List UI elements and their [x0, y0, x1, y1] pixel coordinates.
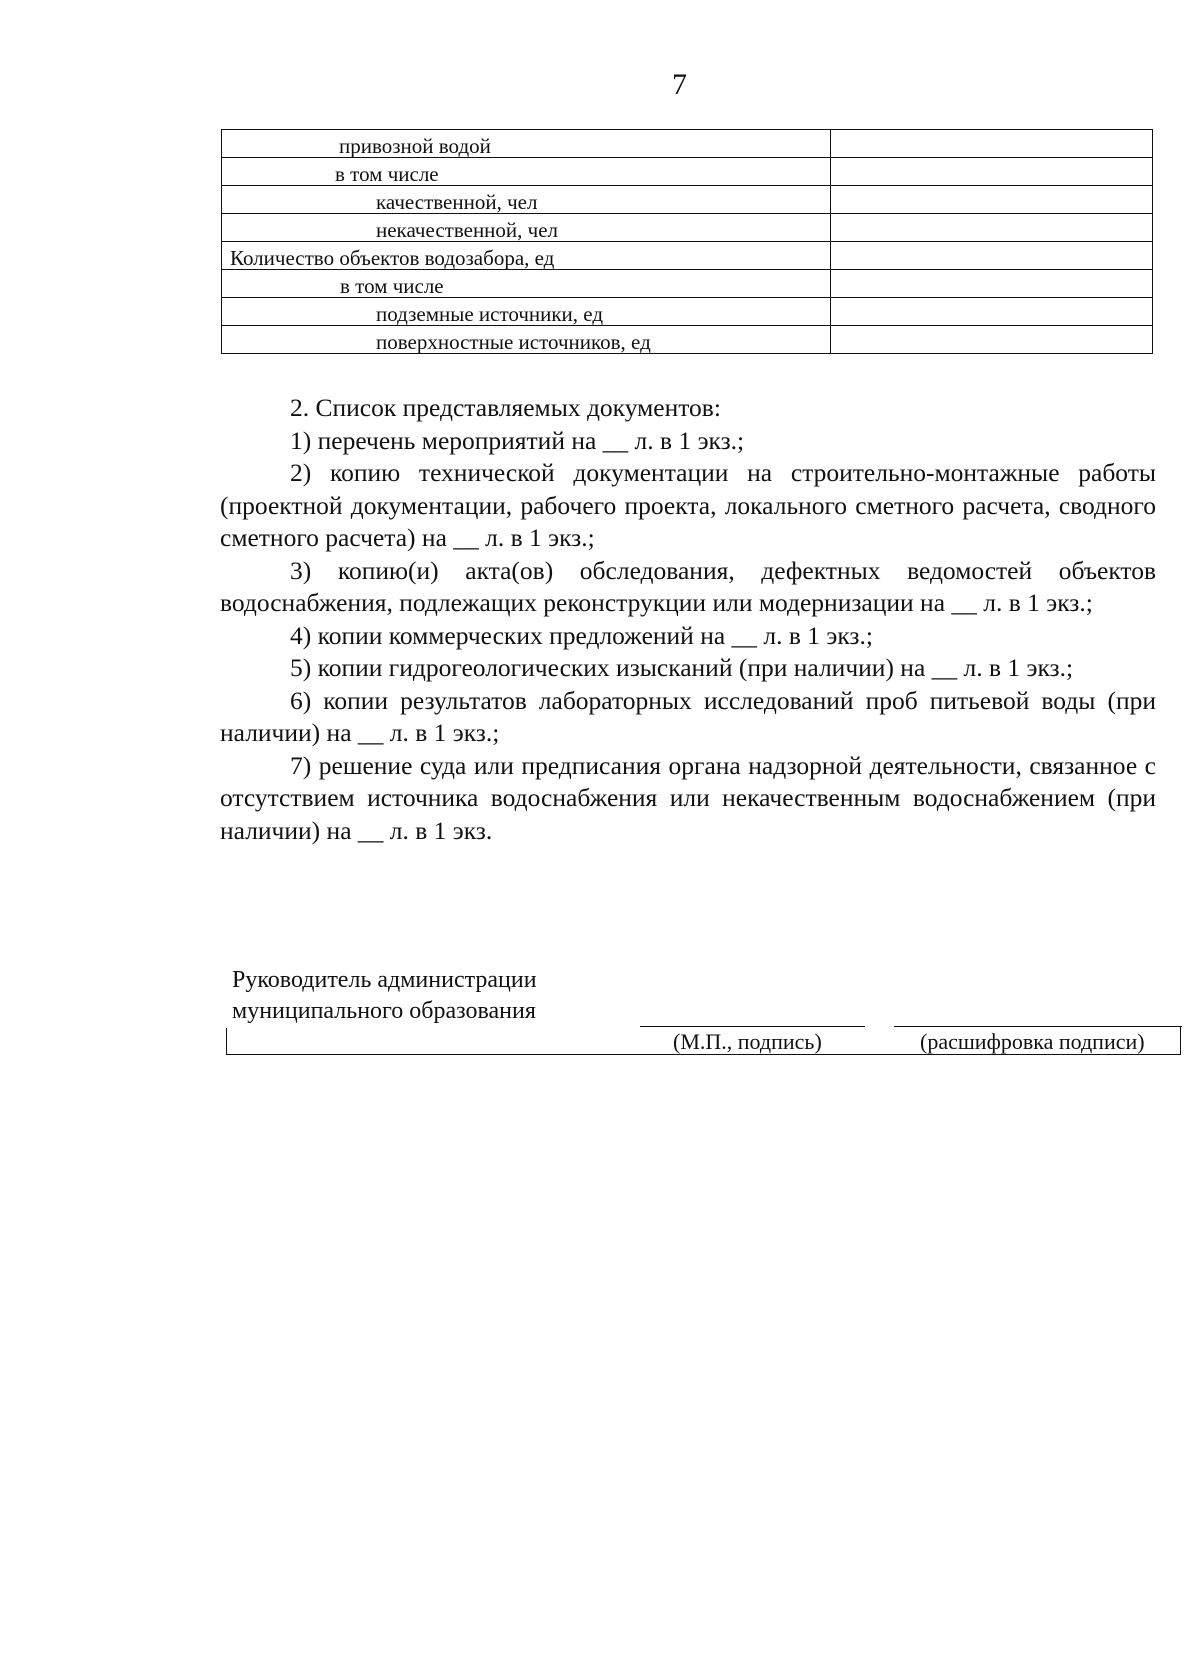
table-row-label: привозной водой	[222, 130, 831, 158]
table-row	[222, 158, 1153, 186]
table-row-label: качественной, чел	[222, 186, 831, 214]
document-item: 3) копию(и) акта(ов) обследования, дефектных ведомостей объектов водоснабжения, подлежащих реконструкции или модернизации на __ л. в 1 экз.;	[220, 555, 1156, 617]
document-item: 1) перечень мероприятий на __ л. в 1 экз.;	[290, 425, 745, 455]
table-row-value	[830, 242, 1152, 270]
documents-heading: 2. Список представляемых документов:	[290, 393, 721, 422]
table-row-value	[830, 214, 1152, 242]
signature-frame-left	[226, 1028, 227, 1055]
table-row-value	[830, 326, 1152, 354]
table-row	[222, 242, 1153, 270]
table-row	[222, 298, 1153, 326]
document-item: 2) копию технической документации на строительно-монтажные работы (проектной документации, рабочего проекта, локального сметного расчета, сводного сметного расчета) на __ л. в 1 экз.;	[220, 458, 1156, 552]
document-item: 5) копии гидрогеологических изысканий (при наличии) на __ л. в 1 экз.;	[290, 653, 1074, 682]
document-item: 4) копии коммерческих предложений на __ л. в 1 экз.;	[290, 620, 873, 650]
document-item: 7) решение суда или предписания органа надзорной деятельности, связанное с отсутствием источника водоснабжения или некачественным водоснабжением (при наличии) на __ л. в 1 экз.	[220, 750, 1156, 845]
signatory-title-line: Руководитель администрации	[232, 967, 537, 993]
table-row	[222, 214, 1153, 242]
table-row-label: в том числе	[222, 158, 831, 186]
table-row-label: некачественной, чел	[222, 214, 831, 242]
signature-caption: (М.П., подпись)	[673, 1029, 822, 1054]
table-row-value	[830, 298, 1152, 326]
table-row-value	[830, 270, 1152, 298]
signatory-title-line: муниципального образования	[232, 998, 536, 1024]
name-line	[894, 1026, 1182, 1027]
table-row-value	[830, 130, 1152, 158]
table-row-label: в том числе	[222, 270, 831, 298]
signature-frame-bottom	[226, 1054, 1180, 1055]
table-row	[222, 326, 1153, 354]
signature-block	[226, 965, 1182, 1059]
table-row-value	[830, 186, 1152, 214]
table-row-label: Количество объектов водозабора, ед	[222, 242, 831, 270]
documents-list	[220, 392, 1156, 847]
statistics-table	[221, 129, 1153, 354]
table-row	[222, 186, 1153, 214]
table-row-value	[830, 158, 1152, 186]
table-row-label: поверхностные источников, ед	[222, 326, 831, 354]
page-number: 7	[672, 68, 687, 101]
signature-frame-right	[1180, 1027, 1181, 1055]
name-caption: (расшифровка подписи)	[920, 1029, 1145, 1054]
table-row	[222, 270, 1153, 298]
table-row-label: подземные источники, ед	[222, 298, 831, 326]
table-row	[222, 130, 1153, 158]
document-item: 6) копии результатов лабораторных исследований проб питьевой воды (при наличии) на __ л. в 1 экз.;	[220, 685, 1156, 747]
signatory-title	[232, 965, 537, 1027]
signature-line	[640, 1026, 865, 1027]
